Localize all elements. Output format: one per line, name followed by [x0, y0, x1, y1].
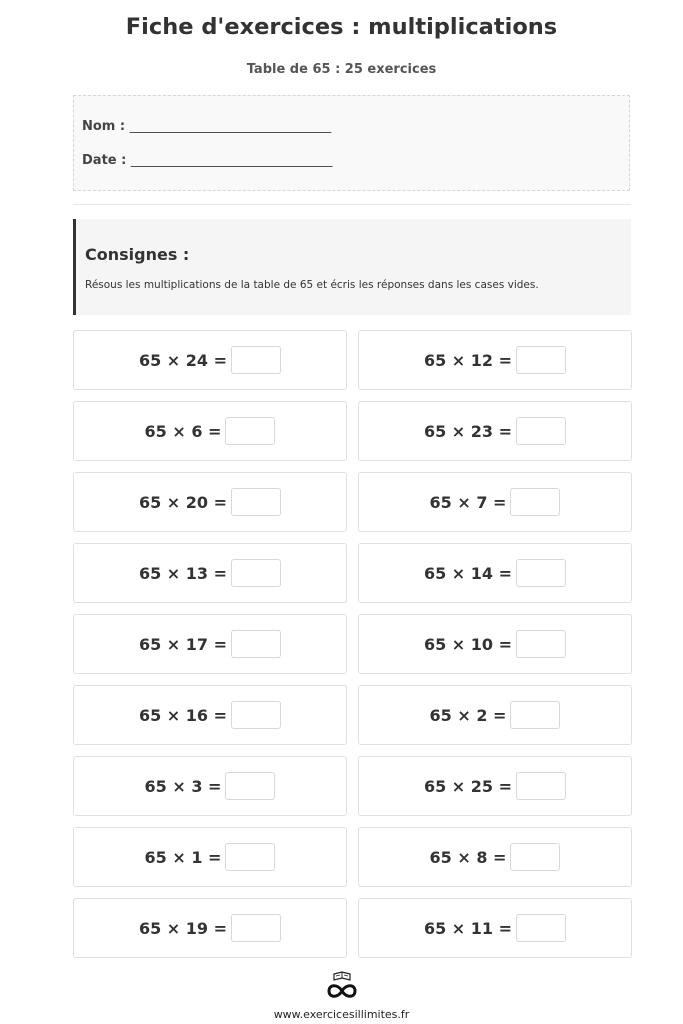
name-blank[interactable]: _______________________________ [129, 119, 332, 134]
exercise-card [358, 756, 632, 816]
answer-box[interactable] [231, 914, 281, 942]
name-line [82, 119, 331, 134]
exercise-expression: 65 × 3 = [144, 776, 222, 796]
exercise-card [73, 401, 347, 461]
answer-box[interactable] [225, 417, 275, 445]
instructions-box [73, 219, 631, 315]
exercise-expression: 65 × 11 = [423, 918, 513, 938]
exercise-card [73, 472, 347, 532]
exercise-expression: 65 × 13 = [138, 563, 228, 583]
exercise-card [358, 543, 632, 603]
exercise-card [73, 685, 347, 745]
answer-box[interactable] [516, 559, 566, 587]
answer-box[interactable] [225, 843, 275, 871]
date-line [82, 153, 332, 168]
answer-box[interactable] [516, 630, 566, 658]
answer-box[interactable] [231, 630, 281, 658]
page-title: Fiche d'exercices : multiplications [125, 14, 558, 40]
exercise-expression: 65 × 23 = [423, 421, 513, 441]
exercise-expression: 65 × 10 = [423, 634, 513, 654]
exercise-expression: 65 × 19 = [138, 918, 228, 938]
instructions-text: Résous les multiplications de la table de 65 et écris les réponses dans les cases vides. [85, 279, 539, 291]
exercise-expression: 65 × 20 = [138, 492, 228, 512]
date-blank[interactable]: _______________________________ [130, 153, 333, 168]
exercise-card [358, 401, 632, 461]
infinity-book-icon [325, 970, 359, 1000]
answer-box[interactable] [231, 701, 281, 729]
exercise-card [358, 330, 632, 390]
answer-box[interactable] [231, 559, 281, 587]
exercise-card [358, 685, 632, 745]
exercise-card [73, 756, 347, 816]
answer-box[interactable] [510, 701, 560, 729]
name-label: Nom : [82, 119, 126, 134]
exercise-expression: 65 × 7 = [429, 492, 507, 512]
date-label: Date : [82, 153, 127, 168]
exercise-card [73, 330, 347, 390]
exercise-card [73, 898, 347, 958]
divider [73, 204, 631, 205]
exercise-expression: 65 × 12 = [423, 350, 513, 370]
page-subtitle: Table de 65 : 25 exercices [246, 62, 437, 77]
exercise-expression: 65 × 24 = [138, 350, 228, 370]
exercise-card [73, 543, 347, 603]
answer-box[interactable] [510, 843, 560, 871]
exercise-card [358, 614, 632, 674]
exercise-card [73, 827, 347, 887]
answer-box[interactable] [516, 346, 566, 374]
answer-box[interactable] [510, 488, 560, 516]
answer-box[interactable] [516, 772, 566, 800]
answer-box[interactable] [225, 772, 275, 800]
exercise-expression: 65 × 2 = [429, 705, 507, 725]
exercise-card [73, 614, 347, 674]
instructions-heading: Consignes : [85, 245, 190, 264]
exercise-expression: 65 × 8 = [429, 847, 507, 867]
exercise-expression: 65 × 25 = [423, 776, 513, 796]
answer-box[interactable] [231, 346, 281, 374]
exercise-expression: 65 × 16 = [138, 705, 228, 725]
exercise-expression: 65 × 1 = [144, 847, 222, 867]
student-info-box [73, 95, 630, 191]
exercise-card [358, 472, 632, 532]
footer-url[interactable]: www.exercicesillimites.fr [273, 1008, 410, 1021]
exercise-expression: 65 × 6 = [144, 421, 222, 441]
exercise-grid [73, 330, 632, 958]
answer-box[interactable] [516, 914, 566, 942]
answer-box[interactable] [516, 417, 566, 445]
exercise-card [358, 827, 632, 887]
exercise-expression: 65 × 17 = [138, 634, 228, 654]
answer-box[interactable] [231, 488, 281, 516]
exercise-expression: 65 × 14 = [423, 563, 513, 583]
exercise-card [358, 898, 632, 958]
